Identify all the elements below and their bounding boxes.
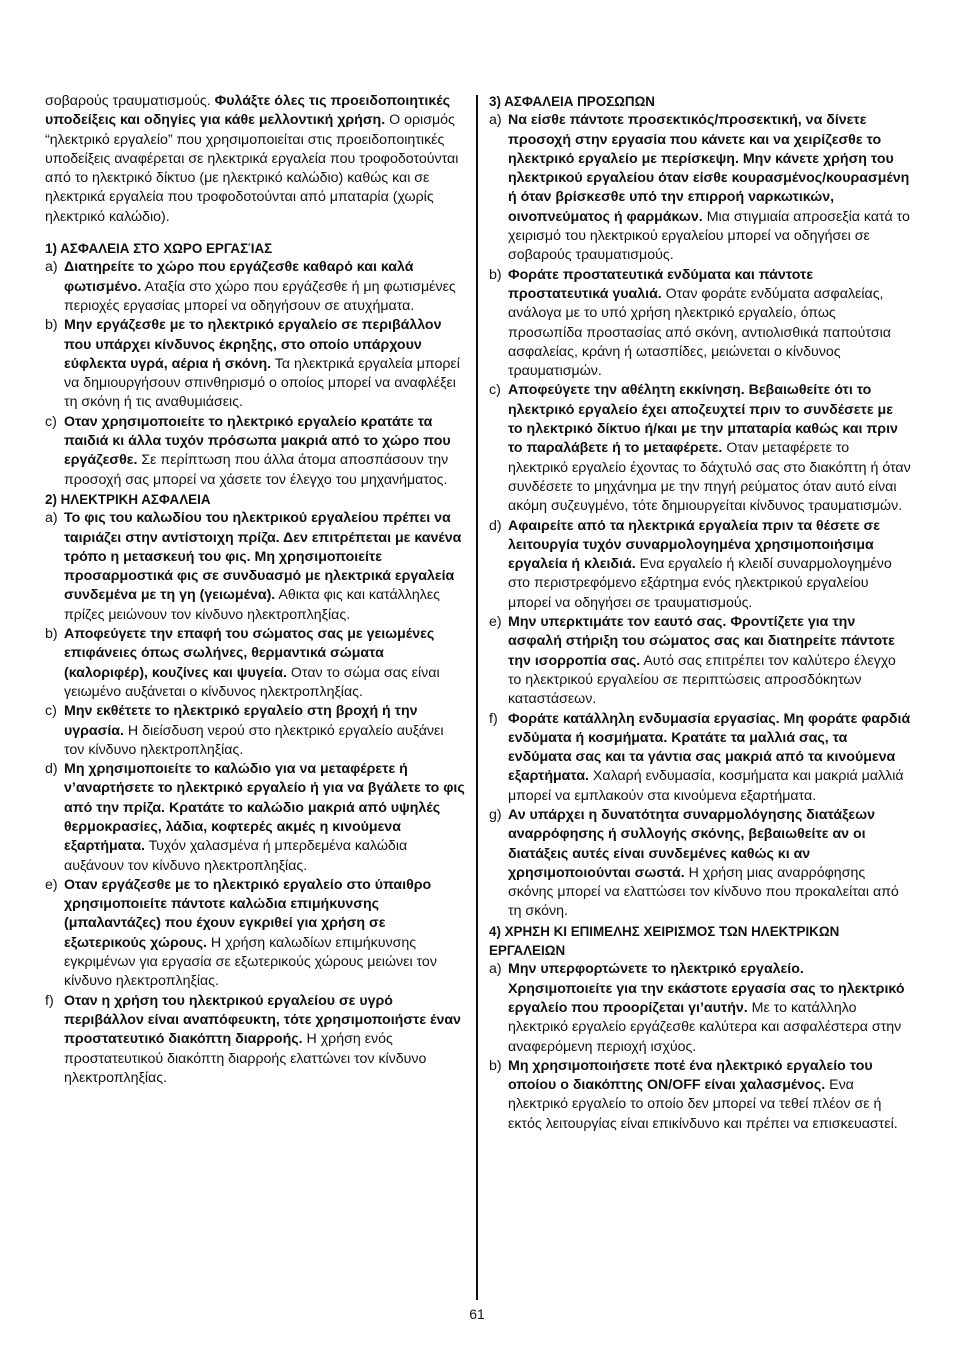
item-body: Αφαιρείτε από τα ηλεκτρικά εργαλεία πριν τα θέσετε σε λειτουργία τυχόν συναρμολογημένα χρησιμοποιήσιμα εργαλεία ή κλειδιά. Ενα εργαλείο ή κλειδί συναρμολογημένο στο περιστρεφόμενο εξάρτημα ενός ηλεκτρικού εργαλείου μπορεί να οδηγήσει σε τραυματισμούς. bbox=[508, 517, 892, 611]
list-item bbox=[489, 517, 911, 613]
item-label: a) bbox=[489, 112, 502, 129]
item-body: Να είσθε πάντοτε προσεκτικός/προσεκτική, να δίνετε προσοχή στην εργασία που κάνετε και να χειρίζεσθε το ηλεκτρικό εργαλείο με περίσκεψη. Μην κάνετε χρήση του ηλεκτρικού εργαλείου όταν είσθε κουρασμένος/κουρασμένη ή όταν βρίσκεσθε υπό την επιρροή ναρκωτικών, οινοπνεύματος ή φαρμάκων. Μια στιγμιαία απροσεξία κατά το χειρισμό του ηλεκτρικού εργαλείου μπορεί να οδηγήσει σε σοβαρούς τραυματισμούς. bbox=[508, 112, 910, 264]
item-label: b) bbox=[45, 626, 58, 643]
list-item bbox=[45, 992, 465, 1088]
item-label: b) bbox=[45, 317, 58, 334]
item-label: e) bbox=[489, 614, 502, 631]
list-item bbox=[489, 381, 911, 516]
column-divider bbox=[476, 95, 478, 1300]
item-label: a) bbox=[489, 961, 502, 978]
list-item bbox=[45, 876, 465, 992]
list-item bbox=[489, 266, 911, 382]
intro-paragraph bbox=[45, 92, 465, 227]
item-label: f) bbox=[45, 992, 54, 1009]
item-label: c) bbox=[489, 382, 501, 399]
item-label: b) bbox=[489, 266, 502, 283]
list-item bbox=[489, 960, 911, 1056]
item-body: Μην υπερκτιμάτε τον εαυτό σας. Φροντίζετε για την ασφαλή στήριξη του σώματος σας και διατηρείτε πάντοτε την ισορροπία σας. Αυτό σας επιτρέπει τον καλύτερο έλεγχο το ηλεκτρικού εργαλείου σε περιπτώσεις απροσδόκητων καταστάσεων. bbox=[508, 614, 896, 708]
item-body: Οταν εργάζεσθε με το ηλεκτρικό εργαλείο στο ύπαιθρο χρησιμοποιείτε πάντοτε καλώδια επιμήκυνσης (μπαλαντάζες) που έχουν εγκριθεί για χρήση σε εξωτερικούς χώρους. Η χρήση καλωδίων επιμήκυνσης εγκριμένων για εργασία σε εξωτερικούς χώρους μειώνει τον κίνδυνο ηλεκτροπληξίας. bbox=[64, 876, 437, 990]
item-label: b) bbox=[489, 1057, 502, 1074]
list-item bbox=[489, 111, 911, 265]
section-heading-4: 4) ΧΡΗΣΗ ΚΙ ΕΠΙΜΕΛΗΣ ΧΕΙΡΙΣΜΟΣ ΤΩΝ ΗΛΕΚΤΡΙΚΩΝ ΕΡΓΑΛΕΙΩΝ bbox=[489, 923, 840, 959]
intro-text-2: Ο ορισμός “ηλεκτρικό εργαλείο” που χρησιμοποιείται στις προειδοποιητικές υποδείξεις αναφέρεται σε ηλεκτρικά εργαλεία που τροφοδοτούνται από το ηλεκτρικό δίκτυο (με ηλεκτρικό καλώδιο) καθώς και σε ηλεκτρικά εργαλεία που τροφοδοτούνται από μπαταρία (χωρίς ηλεκτρικό καλώδιο). bbox=[45, 112, 459, 225]
list-item bbox=[45, 702, 465, 760]
list-item bbox=[45, 509, 465, 625]
list-item bbox=[489, 806, 911, 922]
item-body: Φοράτε προστατευτικά ενδύματα και πάντοτε προστατευτικά γυαλιά. Οταν φοράτε ενδύματα ασφαλείας, ανάλογα με το υπό χρήση ηλεκτρικό εργαλείο, όπως προσωπίδα προστασίας από σκόνη, αντιολισθικά παπούτσια ασφαλείας, κράνη ή ωτασπίδες, μειώνεται ο κίνδυνος τραυματισμών. bbox=[508, 266, 891, 380]
item-label: e) bbox=[45, 876, 58, 893]
item-label: d) bbox=[489, 517, 502, 534]
list-item bbox=[489, 1057, 911, 1134]
item-body: Το φις του καλωδίου του ηλεκτρικού εργαλείου πρέπει να ταιριάζει στην αντίστοιχη πρίζα. Δεν επιτρέπεται με κανένα τρόπο η μετασκευή του φις. Μη χρησιμοποιείτε προσαρμοστικά φις σε συνδυασμό με ηλεκτρικά εργαλεία συνδεμένα με τη γη (γειωμένα). Αθικτα φις και κατάλληλες πρίζες μειώνουν τον κίνδυνο ηλεκτροπληξίας. bbox=[64, 510, 462, 623]
item-label: g) bbox=[489, 806, 502, 823]
left-column bbox=[45, 92, 465, 1088]
item-body: Μη χρησιμοποιήσετε ποτέ ένα ηλεκτρικό εργαλείο του οποίου ο διακόπτης ON/OFF είναι χαλασμένος. Ενα ηλεκτρικό εργαλείο το οποίο δεν μπορεί να τεθεί πλέον σε ή εκτός λειτουργίας είναι επικίνδυνο και πρέπει να επισκευαστεί. bbox=[508, 1057, 898, 1132]
item-body: Αν υπάρχει η δυνατότητα συναρμολόγησης διατάξεων αναρρόφησης ή συλλογής σκόνης, βεβαιωθείτε αν οι διατάξεις αυτές είναι συνδεμένες καθώς κι αν χρησιμοποιούνται σωστά. Η χρήση μιας αναρρόφησης σκόνης μπορεί να ελαττώσει τον κίνδυνο που προκαλείται από τη σκόνη. bbox=[508, 806, 899, 920]
item-label: a) bbox=[45, 510, 58, 527]
list-item bbox=[45, 625, 465, 702]
section-heading-1: 1) ΑΣΦΑΛΕΙΑ ΣΤΟ ΧΩΡΟ ΕΡΓΑΣΊΑΣ bbox=[45, 241, 273, 257]
item-body: Μην υπερφορτώνετε το ηλεκτρικό εργαλείο. Χρησιμοποιείτε για την εκάστοτε εργασία σας το ηλεκτρικό εργαλείο που προορίζεται γι’αυτήν. Με το κατάλληλο ηλεκτρικό εργαλείο εργάζεσθε καλύτερα και ασφαλέστερα στην αναφερόμενη περιοχή ισχύος. bbox=[508, 961, 905, 1055]
item-body: Φοράτε κατάλληλη ενδυμασία εργασίας. Μη φοράτε φαρδιά ενδύματα ή κοσμήματα. Κρατάτε τα μαλλιά σας, τα ενδύματα σας και τα γάντια σας μακριά από τα κινούμενα εξαρτήματα. Χαλαρή ενδυμασία, κοσμήματα και μακριά μαλλιά μπορεί να εμπλακούν στα κινούμενα εξαρτήματα. bbox=[508, 710, 911, 804]
item-body: Μην εκθέτετε το ηλεκτρικό εργαλείο στη βροχή ή την υγρασία. Η διείσδυση νερού στο ηλεκτρικό εργαλείο αυξάνει τον κίνδυνο ηλεκτροπληξίας. bbox=[64, 703, 444, 758]
section-heading-2: 2) ΗΛΕΚΤΡΙΚΗ ΑΣΦΑΛΕΙΑ bbox=[45, 491, 211, 507]
list-item bbox=[489, 613, 911, 709]
section-heading-3: 3) ΑΣΦΑΛΕΙΑ ΠΡΟΣΩΠΩΝ bbox=[489, 94, 655, 109]
item-label: a) bbox=[45, 259, 58, 276]
item-body: Μην εργάζεσθε με το ηλεκτρικό εργαλείο σε περιβάλλον που υπάρχει κίνδυνος έκρηξης, στο οποίο υπάρχουν εύφλεκτα υγρά, αέρια ή σκόνη. Τα ηλεκτρικά εργαλεία μπορεί να δημιουργήσουν σπινθηρισμό ο οποίος μπορεί να αναφλέξει τη σκόνη ή τις αναθυμιάσεις. bbox=[64, 317, 460, 411]
page-number: 61 bbox=[469, 1306, 485, 1322]
item-label: d) bbox=[45, 761, 58, 778]
item-body: Αποφεύγετε την επαφή του σώματος σας με γειωμένες επιφάνειες όπως σωλήνες, θερμαντικά σώματα (καλοριφέρ), κουζίνες και ψυγεία. Οταν το σώμα σας είναι γειωμένο αυξάνεται ο κίνδυνος ηλεκτροπληξίας. bbox=[64, 626, 440, 700]
item-body: Διατηρείτε το χώρο που εργάζεσθε καθαρό και καλά φωτισμένο. Αταξία στο χώρο που εργάζεσθε ή μη φωτισμένες περιοχές εργασίας μπορεί να οδηγήσουν σε ατυχήματα. bbox=[64, 259, 456, 314]
intro-text-1: σοβαρούς τραυματισμούς. bbox=[45, 93, 215, 109]
list-item bbox=[45, 760, 465, 876]
item-label: c) bbox=[45, 703, 57, 720]
intro-bold: Φυλάξτε όλες τις προειδοποιητικές υποδείξεις και οδηγίες για κάθε μελλοντική χρήση. bbox=[45, 93, 451, 129]
item-body: Αποφεύγετε την αθέλητη εκκίνηση. Βεβαιωθείτε ότι το ηλεκτρικό εργαλείο έχει αποζευχτεί πριν το συνδέσετε με το ηλεκτρικό δίκτυο ή/και με την μπαταρία καθώς και πριν το παραλάβετε ή το μεταφέρετε. Οταν μεταφέρετε το ηλεκτρικό εργαλείο έχοντας το δάχτυλό σας στο διακόπτη ή όταν συνδέσετε το μηχάνημα με την πηγή ρεύματος όταν αυτό είναι ακόμη συζευγμένο, τότε δημιουργείται κίνδυνος τραυματισμών. bbox=[508, 382, 911, 515]
item-body: Οταν η χρήση του ηλεκτρικού εργαλείου σε υγρό περιβάλλον είναι αναπόφευκτη, τότε χρησιμοποιήστε έναν προστατευτικό διακόπτη διαρροής. Η χρήση ενός προστατευτικού διακόπτη διαρροής ελαττώνει τον κίνδυνο ηλεκτροπληξίας. bbox=[64, 992, 461, 1086]
item-body: Μη χρησιμοποιείτε το καλώδιο για να μεταφέρετε ή ν’αναρτήσετε το ηλεκτρικό εργαλείο ή για να βγάλετε το φις από την πρίζα. Κρατάτε το καλώδιο μακριά από υψηλές θερμοκρασίες, λάδια, κοφτερές ακμές η κινούμενα εξαρτήματα. Τυχόν χαλασμένα ή μπερδεμένα καλώδια αυξάνουν τον κίνδυνο ηλεκτροπληξίας. bbox=[64, 761, 465, 874]
list-item bbox=[489, 710, 911, 806]
list-item bbox=[45, 258, 465, 316]
list-item bbox=[45, 316, 465, 412]
item-body: Οταν χρησιμοποιείτε το ηλεκτρικό εργαλείο κρατάτε τα παιδιά κι άλλα τυχόν πρόσωπα μακριά από το χώρο που εργάζεσθε. Σε περίπτωση που άλλα άτομα αποσπάσουν την προσοχή σας μπορεί να χάσετε τον έλεγχο του μηχανήματος. bbox=[64, 413, 451, 488]
right-column bbox=[489, 92, 911, 1134]
item-label: c) bbox=[45, 413, 57, 430]
item-label: f) bbox=[489, 710, 498, 727]
list-item bbox=[45, 413, 465, 490]
